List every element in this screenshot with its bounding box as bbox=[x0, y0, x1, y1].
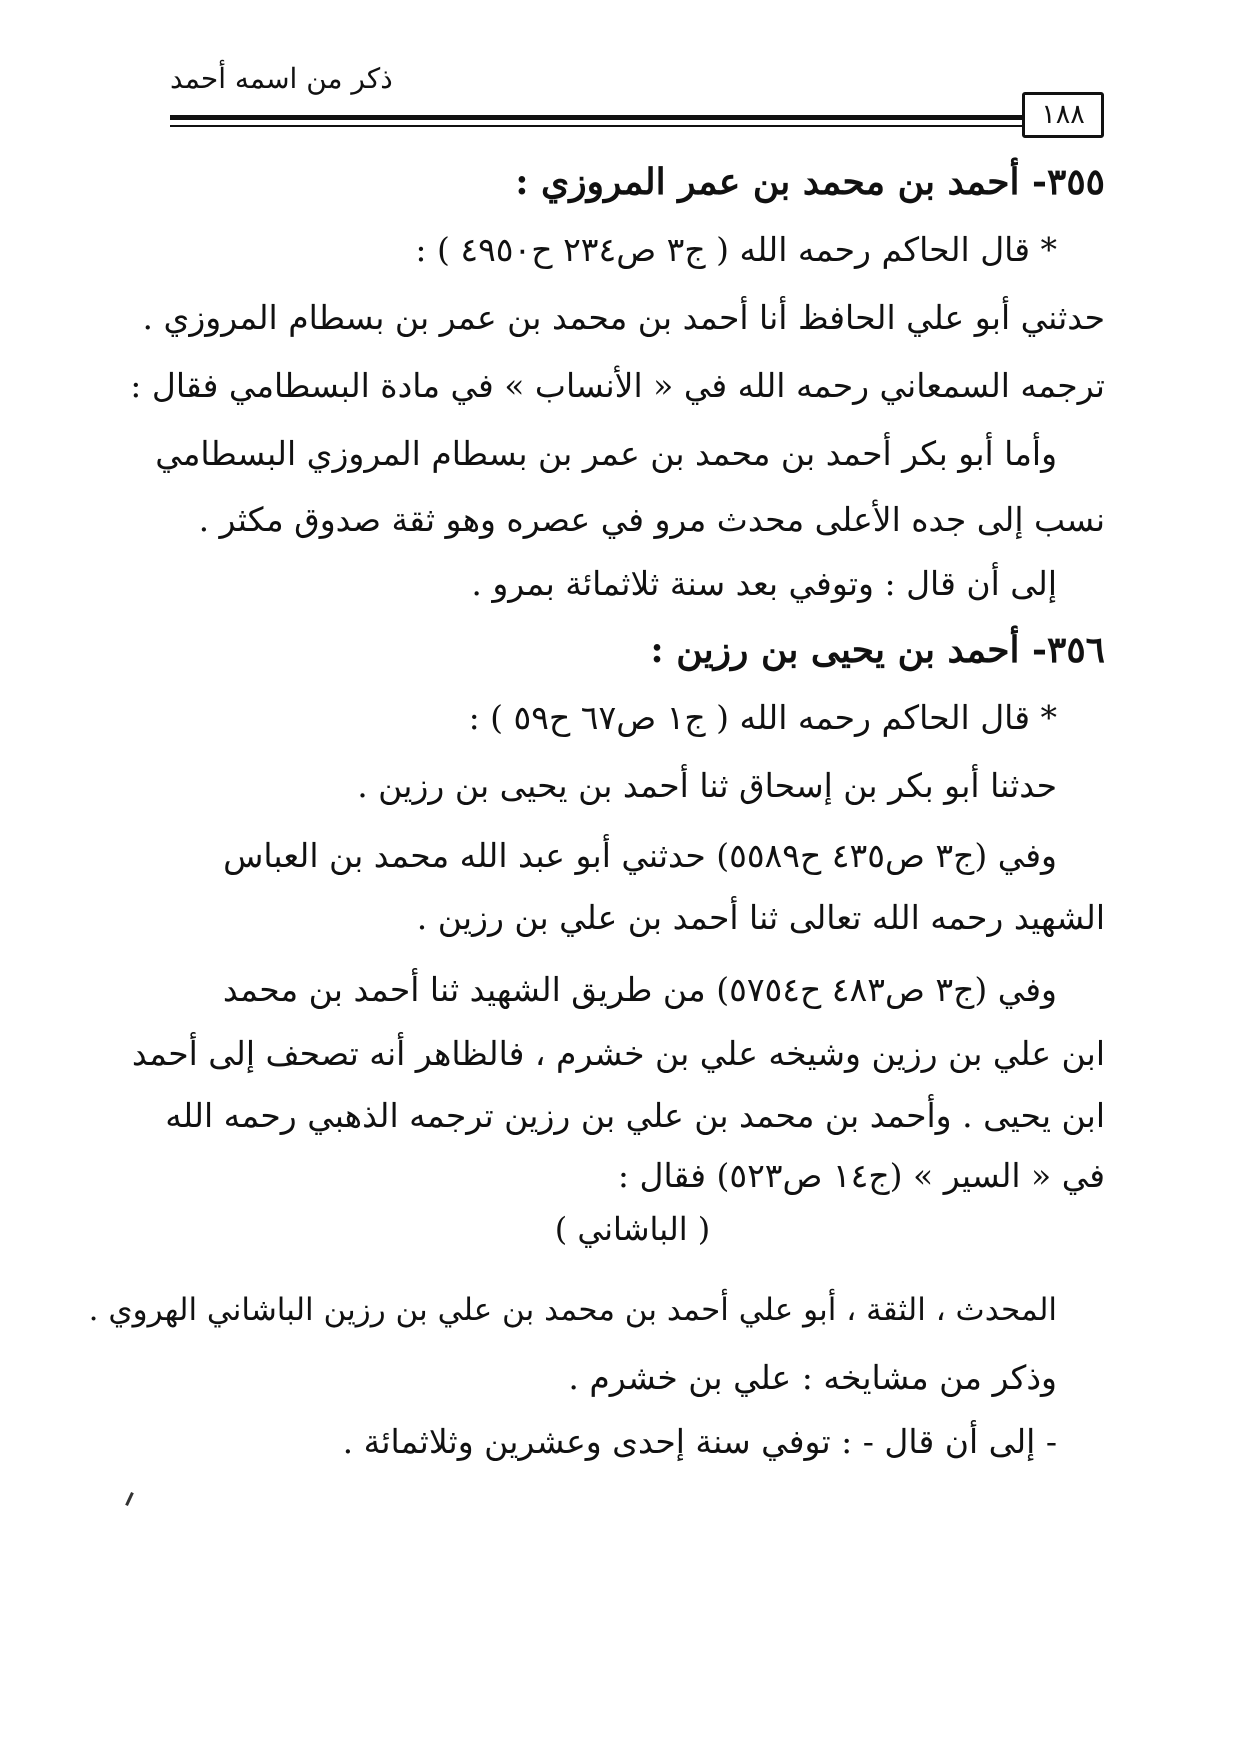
entry-heading-356: ٣٥٦- أحمد بن يحيى بن رزين : bbox=[650, 629, 1105, 671]
paragraph-line: وفي (ج٣ ص٤٣٥ ح٥٥٨٩) حدثني أبو عبد الله محمد بن العباس bbox=[223, 836, 1057, 875]
quote-title: ( الباشاني ) bbox=[554, 1210, 711, 1248]
stray-ink-mark bbox=[125, 1492, 134, 1506]
header-rule-thick bbox=[170, 115, 1022, 120]
paragraph-line: نسب إلى جده الأعلى محدث مرو في عصره وهو ثقة صدوق مكثر . bbox=[198, 500, 1105, 539]
paragraph-line: ابن علي بن رزين وشيخه علي بن خشرم ، فالظاهر أنه تصحف إلى أحمد bbox=[131, 1034, 1105, 1073]
paragraph-line: حدثني أبو علي الحافظ أنا أحمد بن محمد بن عمر بن بسطام المروزي . bbox=[142, 298, 1105, 337]
paragraph-line: * قال الحاكم رحمه الله ( ج١ ص٦٧ ح٥٩ ) : bbox=[468, 698, 1057, 737]
paragraph-line: وأما أبو بكر أحمد بن محمد بن عمر بن بسطام المروزي البسطامي bbox=[155, 434, 1057, 473]
paragraph-line: حدثنا أبو بكر بن إسحاق ثنا أحمد بن يحيى بن رزين . bbox=[357, 766, 1057, 805]
header-rule-thin bbox=[170, 125, 1022, 127]
running-title: ذكر من اسمه أحمد bbox=[170, 62, 393, 95]
page-number: ١٨٨ bbox=[1022, 92, 1104, 138]
quote-line: وذكر من مشايخه : علي بن خشرم . bbox=[568, 1358, 1057, 1397]
quote-line: المحدث ، الثقة ، أبو علي أحمد بن محمد بن علي بن رزين الباشاني الهروي . bbox=[88, 1292, 1057, 1328]
paragraph-line: في « السير » (ج١٤ ص٥٢٣) فقال : bbox=[617, 1156, 1105, 1195]
paragraph-line: وفي (ج٣ ص٤٨٣ ح٥٧٥٤) من طريق الشهيد ثنا أحمد بن محمد bbox=[222, 970, 1057, 1009]
paragraph-line: الشهيد رحمه الله تعالى ثنا أحمد بن علي بن رزين . bbox=[416, 898, 1105, 937]
paragraph-line: ترجمه السمعاني رحمه الله في « الأنساب » في مادة البسطامي فقال : bbox=[130, 366, 1105, 405]
paragraph-line: * قال الحاكم رحمه الله ( ج٣ ص٢٣٤ ح٤٩٥٠ ) : bbox=[415, 230, 1057, 269]
paragraph-line: ابن يحيى . وأحمد بن محمد بن علي بن رزين ترجمه الذهبي رحمه الله bbox=[165, 1096, 1105, 1135]
entry-heading-355: ٣٥٥- أحمد بن محمد بن عمر المروزي : bbox=[515, 161, 1105, 203]
paragraph-line: إلى أن قال : وتوفي بعد سنة ثلاثمائة بمرو . bbox=[471, 564, 1057, 603]
quote-line: - إلى أن قال - : توفي سنة إحدى وعشرين وثلاثمائة . bbox=[342, 1422, 1057, 1461]
